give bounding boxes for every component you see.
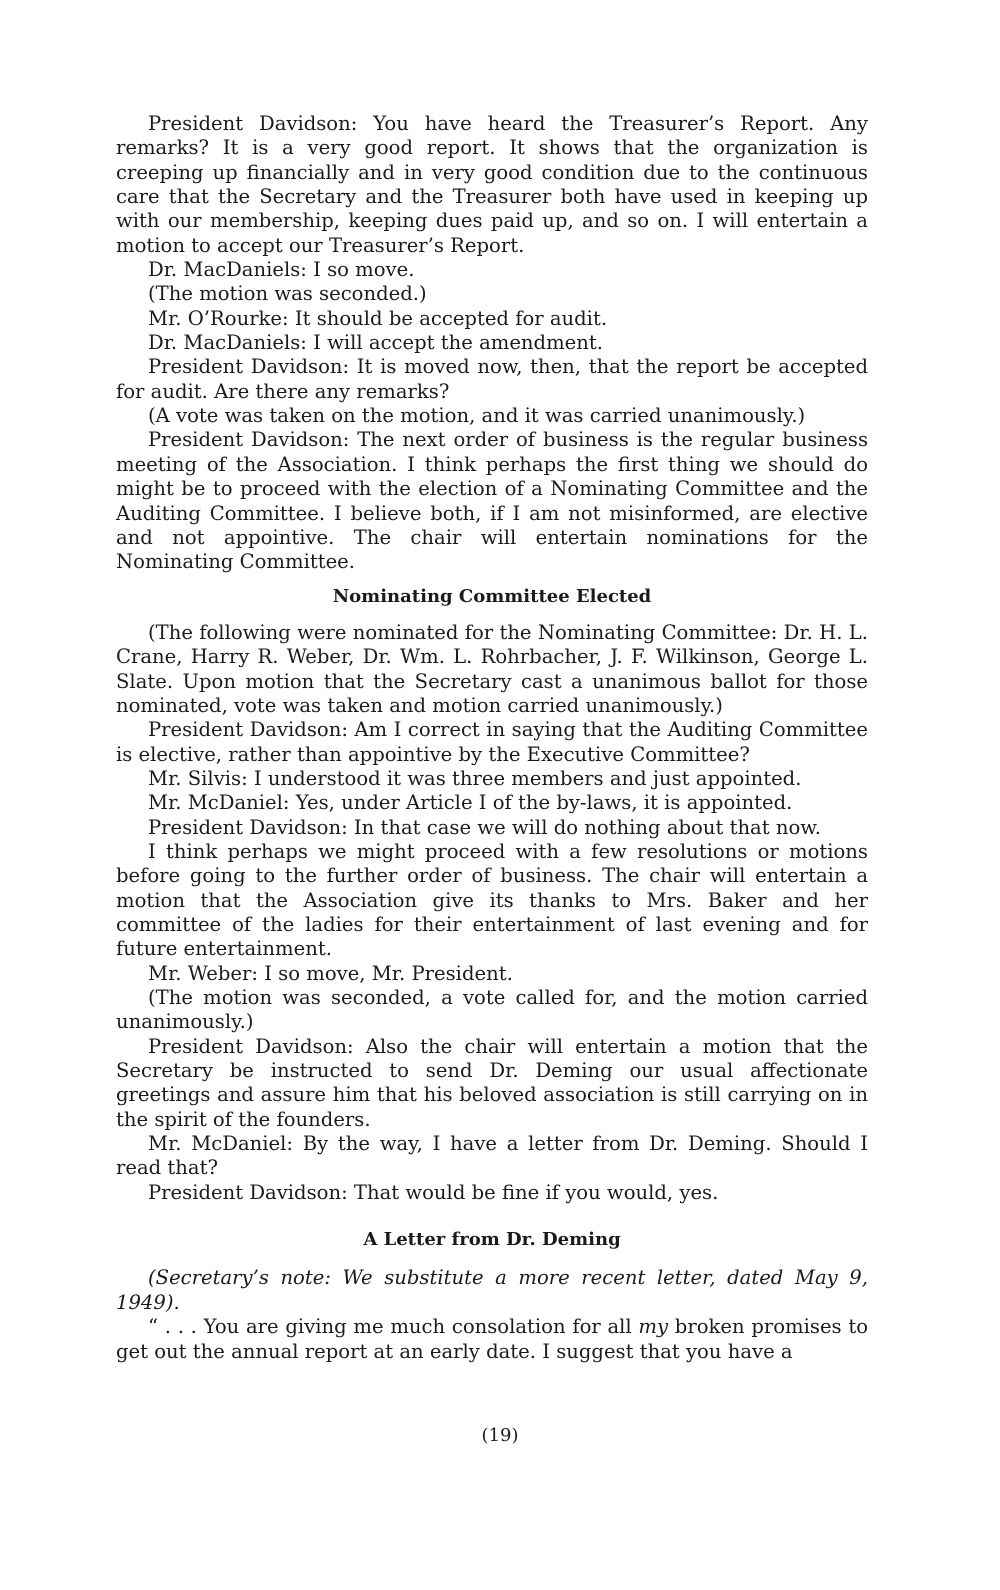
paragraph: (The following were nominated for the Nominating Committee: Dr. H. L. Crane, Harry R. Weber, Dr. Wm. L. Rohrbacher, J. F. Wilkinson, George L. Slate. Upon motion that the Secretary cast a unanimous ballot for those nominated, vote was taken and motion carried unanimously.) bbox=[116, 620, 868, 717]
paragraph: President Davidson: That would be fine if you would, yes. bbox=[148, 1180, 719, 1204]
paragraph: President Davidson: You have heard the Treasurer’s Report. Any remarks? It is a very good report. It shows that the organization is creeping up financially and in very good condition due to the continuous care that the Secretary and the Treasurer both have used in keeping up with our membership, keeping dues paid up, and so on. I will entertain a motion to accept our Treasurer’s Report. bbox=[116, 112, 868, 257]
letter-emphasis: my bbox=[638, 1315, 669, 1339]
page-number: (19) bbox=[481, 1425, 519, 1446]
paragraph: President Davidson: Am I correct in saying that the Auditing Committee is elective, rather than appointive by the Executive Committee? bbox=[116, 718, 868, 766]
paragraph: Dr. MacDaniels: I so move. bbox=[148, 258, 415, 282]
letter-text-after: broken promises to get out the annual report at an early date. I suggest that you have a bbox=[116, 1315, 868, 1363]
paragraph: Mr. Silvis: I understood it was three members and just appointed. bbox=[148, 766, 802, 790]
paragraph: Mr. Weber: I so move, Mr. President. bbox=[148, 961, 513, 985]
paragraph: (The motion was seconded, a vote called for, and the motion carried unanimously.) bbox=[116, 986, 868, 1034]
section-heading: A Letter from Dr. Deming bbox=[363, 1229, 621, 1251]
secretary-note-text: (Secretary’s note: We substitute a more recent letter, dated May 9, 1949). bbox=[116, 1266, 868, 1314]
letter-paragraph bbox=[116, 1315, 868, 1364]
paragraph: Mr. O’Rourke: It should be accepted for audit. bbox=[148, 306, 608, 330]
paragraph: President Davidson: In that case we will do nothing about that now. bbox=[148, 815, 821, 839]
letter-text-before: “ . . . You are giving me much consolation for all bbox=[148, 1315, 639, 1339]
document-page bbox=[116, 112, 868, 1364]
paragraph: (The motion was seconded.) bbox=[148, 282, 427, 306]
paragraph: Mr. McDaniel: Yes, under Article I of the by-laws, it is appointed. bbox=[148, 791, 793, 815]
paragraph: President Davidson: Also the chair will entertain a motion that the Secretary be instructed to send Dr. Deming our usual affectionate greetings and assure him that his beloved association is still carrying on in the spirit of the founders. bbox=[116, 1034, 868, 1131]
secretary-note bbox=[116, 1266, 868, 1315]
paragraph: Mr. McDaniel: By the way, I have a letter from Dr. Deming. Should I read that? bbox=[116, 1132, 868, 1180]
paragraph: President Davidson: It is moved now, then, that the report be accepted for audit. Are there any remarks? bbox=[116, 355, 868, 403]
paragraph: I think perhaps we might proceed with a few resolutions or motions before going to the further order of business. The chair will entertain a motion that the Association give its thanks to Mrs. Baker and her committee of the ladies for their entertainment of last evening and for future entertainment. bbox=[116, 839, 868, 961]
paragraph: President Davidson: The next order of business is the regular business meeting of the Association. I think perhaps the first thing we should do might be to proceed with the election of a Nominating Committee and the Auditing Committee. I believe both, if I am not misinformed, are elective and not appointive. The chair will entertain nominations for the Nominating Committee. bbox=[116, 428, 868, 574]
paragraph: Dr. MacDaniels: I will accept the amendment. bbox=[148, 331, 603, 355]
section-heading: Nominating Committee Elected bbox=[332, 585, 652, 607]
paragraph: (A vote was taken on the motion, and it was carried unanimously.) bbox=[148, 404, 806, 428]
